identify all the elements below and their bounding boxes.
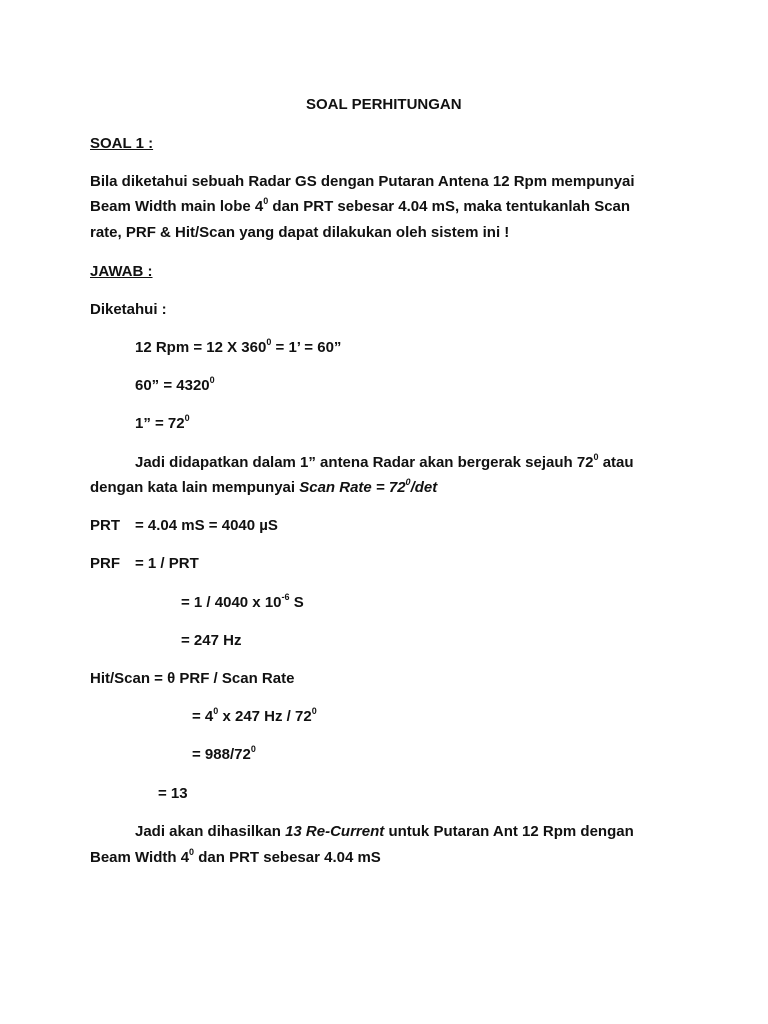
scan-rate-italic: Scan Rate = 72 (299, 479, 406, 496)
hit-result: = 13 (158, 785, 188, 802)
hit-step-2 (192, 745, 256, 765)
conclusion-2-sup: 0 (189, 847, 195, 857)
rpm-conversion-b: = 1’ = 60” (271, 339, 342, 356)
hit-scan-formula: Hit/Scan = θ PRF / Scan Rate (90, 670, 295, 687)
conclusion-2-l2b: dan PRT sebesar 4.04 mS (194, 849, 381, 866)
prt-value: = 4.04 mS = 4040 µS (135, 517, 278, 534)
hit-step-1a: = 4 (192, 708, 214, 725)
hit-step-1 (192, 707, 317, 727)
conclusion-2-line-1 (135, 822, 634, 842)
hit-step-1-sup2: 0 (311, 706, 317, 716)
conclusion-1-sup: 0 (593, 452, 599, 462)
hit-step-1-sup1: 0 (213, 706, 219, 716)
question-line-1: Bila diketahui sebuah Radar GS dengan Putaran Antena 12 Rpm mempunyai (90, 173, 635, 190)
conclusion-1-line-1 (135, 453, 634, 473)
one-conversion-a: 1” = 72 (135, 415, 185, 432)
question-line-3: rate, PRF & Hit/Scan yang dapat dilakukan oleh sistem ini ! (90, 224, 510, 241)
hit-step-1b: x 247 Hz / 72 (218, 708, 312, 725)
conclusion-1-a: Jadi didapatkan dalam 1” antena Radar akan bergerak sejauh 72 (135, 454, 594, 471)
soal-label: SOAL 1 : (90, 135, 154, 152)
jawab-label: JAWAB : (90, 263, 153, 280)
conclusion-1-line-2 (90, 478, 437, 498)
prf-value: = 1 / PRT (135, 555, 199, 572)
conclusion-2-line-2 (90, 848, 381, 868)
sixty-conversion-sup: 0 (209, 375, 215, 385)
question-line-2 (90, 197, 630, 217)
conclusion-2-l2a: Beam Width 4 (90, 849, 190, 866)
prf-step-2: = 247 Hz (181, 632, 242, 649)
conclusion-1-b: atau (598, 454, 634, 471)
re-current-italic: 13 Re-Current (285, 823, 385, 840)
rpm-conversion-sup: 0 (266, 337, 272, 347)
sixty-conversion (135, 376, 215, 396)
prt-label: PRT (90, 517, 120, 534)
diketahui-label: Diketahui : (90, 301, 167, 318)
one-conversion-sup: 0 (184, 413, 190, 423)
conclusion-2-b: untuk Putaran Ant 12 Rpm dengan (384, 823, 634, 840)
question-line-2b: dan PRT sebesar 4.04 mS, maka tentukanlah Scan (268, 198, 631, 215)
sixty-conversion-a: 60” = 4320 (135, 377, 210, 394)
rpm-conversion (135, 338, 341, 358)
conclusion-2-a: Jadi akan dihasilkan (135, 823, 286, 840)
rpm-conversion-a: 12 Rpm = 12 X 360 (135, 339, 267, 356)
scan-rate-unit: /det (410, 479, 438, 496)
page-title: SOAL PERHITUNGAN (306, 96, 462, 113)
conclusion-1-l2a: dengan kata lain mempunyai (90, 479, 300, 496)
prf-step-1-sup: -6 (281, 592, 290, 602)
hit-step-2-sup: 0 (250, 744, 256, 754)
question-line-2-sup: 0 (263, 196, 269, 206)
prf-step-1 (181, 593, 304, 613)
scan-rate-sup: 0 (405, 477, 411, 487)
question-line-2a: Beam Width main lobe 4 (90, 198, 264, 215)
prf-step-1b: S (289, 594, 304, 611)
prf-label: PRF (90, 555, 120, 572)
prf-step-1a: = 1 / 4040 x 10 (181, 594, 282, 611)
one-conversion (135, 414, 190, 434)
hit-step-2a: = 988/72 (192, 746, 251, 763)
